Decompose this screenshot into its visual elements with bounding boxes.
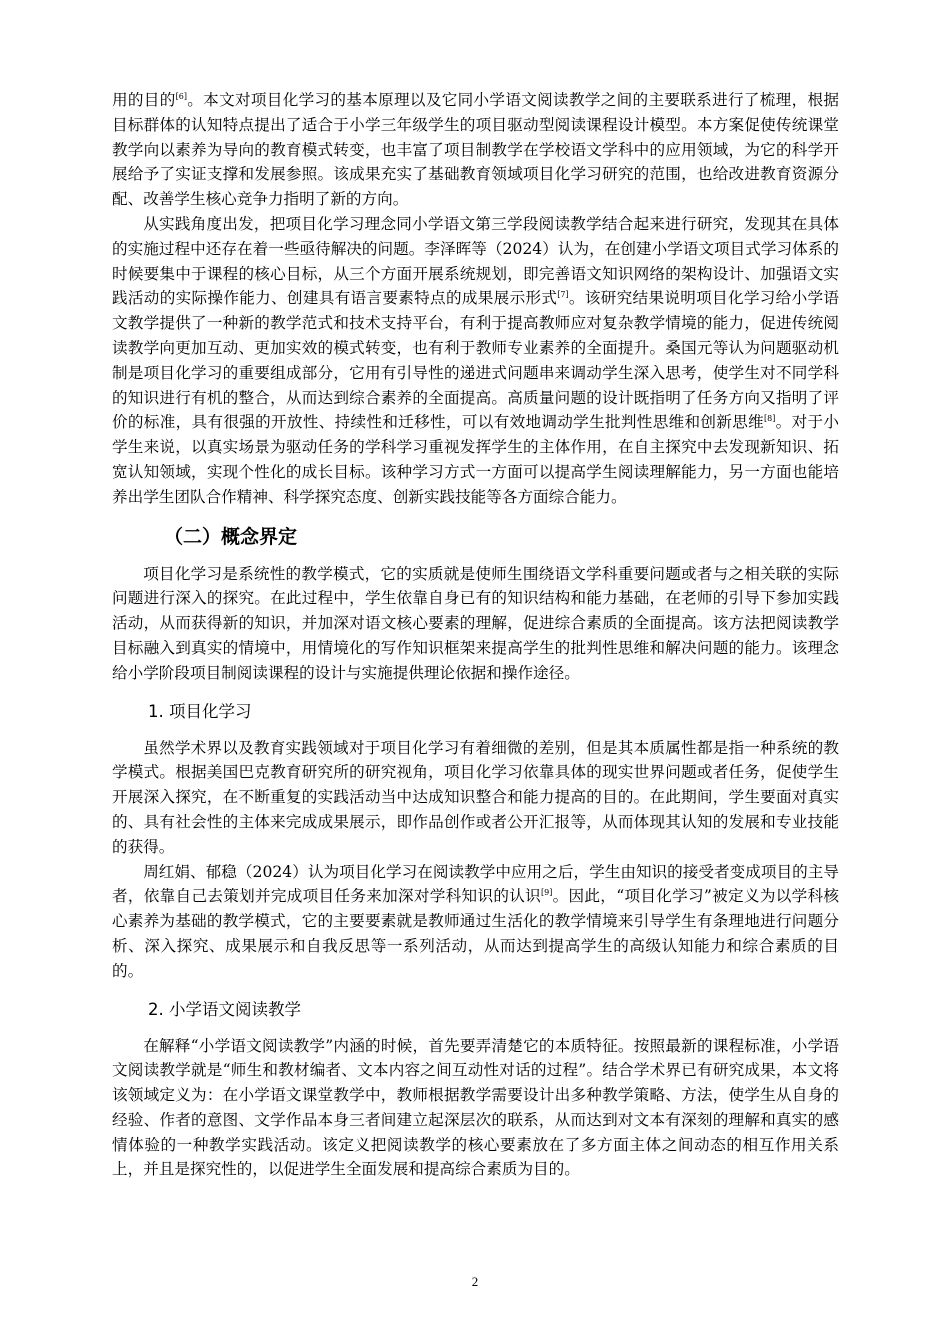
text-run: 。该研究结果说明项目化学习给小学语文教学提供了一种新的教学范式和技术支持平台，有利于提高教师应对复杂教学情境的能力，促进传统阅读教学向更加互动、更加实效的模式转变，也有利于教师专业素养的全面提升。桑国元等认为问题驱动机制是项目化学习的重要组成部分，它用有引导性的递进式问题串来调动学生深入思考，使学生对不同学科的知识进行有机的整合，从而达到综合素养的全面提高。高质量问题的设计既指明了任务方向又指明了评价的标准，具有很强的开放性、持续性和迁移性，可以有效地调动学生批判性思维和创新思维 — [112, 289, 839, 432]
text-run: 周红娟、郁稳（2024）认为项目化学习在阅读教学中应用之后，学生由知识的接受者变成项目的主导者，依靠自己去策划并完成项目任务来加深对学科知识的认识 — [112, 862, 839, 906]
text-run: 从实践角度出发，把项目化学习理念同小学语文第三学段阅读教学结合起来进行研究，发现其在具体的实施过程中还存在着一些亟待解决的问题。李泽晖等（2024）认为，在创建小学语文项目式学习体系的时候要集中于课程的核心目标，从三个方面开展系统规划，即完善语文知识网络的架构设计、加强语文实践活动的实际操作能力、创建具有语言要素特点的成果展示形式 — [112, 214, 839, 308]
paragraph-practice-research — [112, 212, 839, 510]
paragraph-concept-definition: 项目化学习是系统性的教学模式，它的实质就是使师生围绕语文学科重要问题或者与之相关联的实际问题进行深入的探究。在此过程中，学生依靠自身已有的知识结构和能力基础，在老师的引导下参加实践活动，从而获得新的知识，并加深对语文核心要素的理解，促进综合素质的全面提高。该方法把阅读教学目标融入到真实的情境中，用情境化的写作知识框架来提高学生的批判性思维和解决问题的能力。该理念给小学阶段项目制阅读课程的设计与实施提供理论依据和操作途径。 — [112, 564, 839, 682]
text-run: 。因此，“项目化学习”被定义为以学科核心素养为基础的教学模式，它的主要要素就是教师通过生活化的教学情境来引导学生有条理地进行问题分析、深入探究、成果展示和自我反思等一系列活动，从而达到提高学生的高级认知能力和综合素质的目的。 — [112, 887, 839, 980]
page-number: 2 — [471, 1274, 479, 1289]
page-body — [112, 88, 839, 1182]
citation-marker: [7] — [557, 290, 569, 300]
text-run: 虽然学术界以及教育实践领域对于项目化学习有着细微的差别，但是其本质属性都是指一种系统的教学模式。根据美国巴克教育研究所的研究视角，项目化学习依靠具体的现实世界问题或者任务，促使学生开展深入探究，在不断重复的实践活动当中达成知识整合和能力提高的目的。在此期间，学生要面对真实的、具有社会性的主体来完成成果展示，即作品创作或者公开汇报等，从而体现其认知的发展和专业技能的获得。 — [112, 738, 839, 856]
text-run: 用的目的 — [112, 91, 176, 109]
subsection-heading-project-learning: 1. 项目化学习 — [148, 701, 252, 721]
paragraph-project-learning-1 — [112, 736, 839, 860]
paragraph-project-learning-2 — [112, 860, 839, 984]
citation-marker: [9] — [541, 888, 553, 898]
section-heading-concept-definition: （二）概念界定 — [164, 525, 298, 548]
paragraph-reading-teaching: 在解释“小学语文阅读教学”内涵的时候，首先要弄清楚它的本质特征。按照最新的课程标准，小学语文阅读教学就是“师生和教材编者、文本内容之间互动性对话的过程”。结合学术界已有研究成果，本文将该领域定义为：在小学语文课堂教学中，教师根据教学需要设计出多种教学策略、方法，使学生从自身的经验、作者的意图、文学作品本身三者间建立起深层次的联系，从而达到对文本有深刻的理解和真实的感情体验的一种教学实践活动。该定义把阅读教学的核心要素放在了多方面主体之间动态的相互作用关系上，并且是探究性的，以促进学生全面发展和提高综合素质为目的。 — [112, 1036, 839, 1179]
citation-marker: [6] — [175, 91, 187, 101]
subsection-heading-reading-teaching: 2. 小学语文阅读教学 — [148, 999, 301, 1019]
text-run: 。本文对项目化学习的基本原理以及它同小学语文阅读教学之间的主要联系进行了梳理，根据目标群体的认知特点提出了适合于小学三年级学生的项目驱动型阅读课程设计模型。本方案促使传统课堂教学向以素养为导向的教育模式转变，也丰富了项目制教学在学校语文学科中的应用领域，为它的科学开展给予了实证支撑和发展参照。该成果充实了基础教育领域项目化学习研究的范围，也给改进教育资源分配、改善学生核心竞争力指明了新的方向。 — [112, 91, 839, 209]
text-run: 。对于小学生来说，以真实场景为驱动任务的学科学习重视发挥学生的主体作用，在自主探究中去发现新知识、拓宽认知领域，实现个性化的成长目标。该种学习方式一方面可以提高学生阅读理解能力，另一方面也能培养出学生团队合作精神、科学探究态度、创新实践技能等各方面综合能力。 — [112, 413, 839, 506]
paragraph-intro-continuation — [112, 88, 839, 212]
citation-marker: [8] — [764, 414, 776, 424]
